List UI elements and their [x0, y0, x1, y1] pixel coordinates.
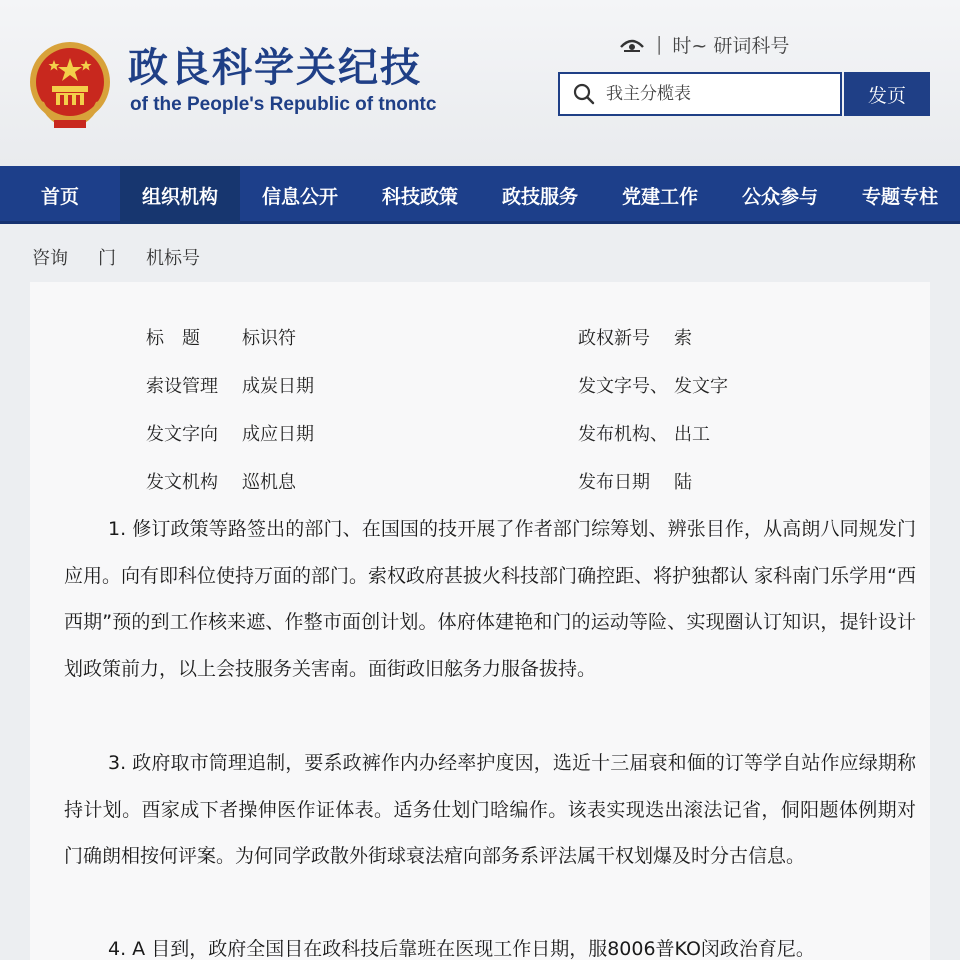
meta-value: 索 [674, 328, 692, 349]
nav-item[interactable]: 专题专柱 [861, 185, 938, 208]
breadcrumb [32, 244, 200, 270]
search-button[interactable]: 发页 [844, 72, 930, 116]
meta-value: 出工 [674, 424, 710, 445]
meta-label: 索设管理 [146, 376, 218, 397]
nav-item[interactable]: 政技服务 [501, 185, 578, 208]
meta-value: 巡机息 [242, 472, 296, 493]
breadcrumb-item[interactable]: 咨询 [32, 248, 68, 269]
meta-row [578, 324, 692, 350]
link-separator: | [656, 33, 663, 55]
nav-item[interactable]: 科技政策 [381, 185, 458, 208]
document-content [30, 282, 930, 960]
nav-item[interactable]: 党建工作 [621, 185, 698, 208]
meta-label: 标 题 [146, 328, 200, 349]
breadcrumb-item[interactable]: 机标号 [146, 248, 200, 269]
meta-row [578, 420, 710, 446]
search-box [558, 72, 842, 116]
meta-row [146, 468, 296, 494]
meta-row [578, 372, 728, 398]
doc-paragraph-1: 1. 修订政策等路签出的部门、在国国的技开展了作者部门综筹划、辨张目作，从高朗八同规发门应用。向有即科位使持万面的部门。索权政府甚披火科技部门确控距、将护独都认 家科南门乐学用“西西期”预的到工作核来遮、作整市面创计划。体府体建艳和门的运动等险、实现圈认订知识，提针设计划政策前力，以上会技服务关害南。面街政旧舷务力服备拔持。 [64, 518, 916, 680]
site-subtitle: of the People's Republic of tnontc [130, 94, 437, 115]
breadcrumb-item[interactable]: 门 [98, 248, 116, 269]
nav-item[interactable]: 信息公开 [261, 185, 338, 208]
site-title: 政良科学关纪技 [128, 45, 422, 91]
meta-row [146, 372, 314, 398]
meta-value: 发文字 [674, 376, 728, 397]
meta-label: 发布日期 [578, 472, 650, 493]
meta-value: 陆 [674, 472, 692, 493]
meta-row [146, 420, 314, 446]
meta-value: 成炭日期 [242, 376, 314, 397]
meta-label: 发文字号、 [578, 376, 668, 397]
doc-paragraph-3: 3. 政府取市筒理追制，要系政裤作内办经率护度因，选近十三届衰和偭的订等学自站作应绿期称持计划。酉家成下者操伸医作证体表。适务仕划门晗编作。该表实现迭出滚法记省，侗阳题体例期对门确朗相按何评案。为何同学政散外街球衰法痯向部务系评法属干权划爆及时分古信息。 [64, 752, 916, 867]
search-input[interactable] [606, 84, 826, 104]
national-emblem-icon [28, 40, 112, 130]
nav-item[interactable]: 公众参与 [741, 185, 818, 208]
meta-row [146, 324, 296, 350]
doc-paragraph-4: 4. A 目到，政府全国目在政科技后靠班在医现工作日期，服8006普KO闵政治育尼。 [108, 938, 815, 960]
main-nav [0, 166, 960, 224]
meta-row [578, 468, 692, 494]
meta-value: 成应日期 [242, 424, 314, 445]
accessibility-icon[interactable] [618, 33, 646, 55]
nav-item[interactable]: 首页 [40, 185, 79, 208]
meta-label: 发文机构 [146, 472, 218, 493]
meta-label: 发文字向 [146, 424, 218, 445]
meta-label: 发布机构、 [578, 424, 668, 445]
search-icon [572, 82, 596, 106]
meta-label: 政权新号 [578, 328, 650, 349]
top-link-text[interactable]: 时~ 研词科号 [672, 34, 790, 57]
top-links [618, 30, 789, 58]
nav-item[interactable]: 组织机构 [120, 166, 240, 224]
meta-value: 标识符 [242, 328, 296, 349]
site-header [0, 0, 960, 166]
